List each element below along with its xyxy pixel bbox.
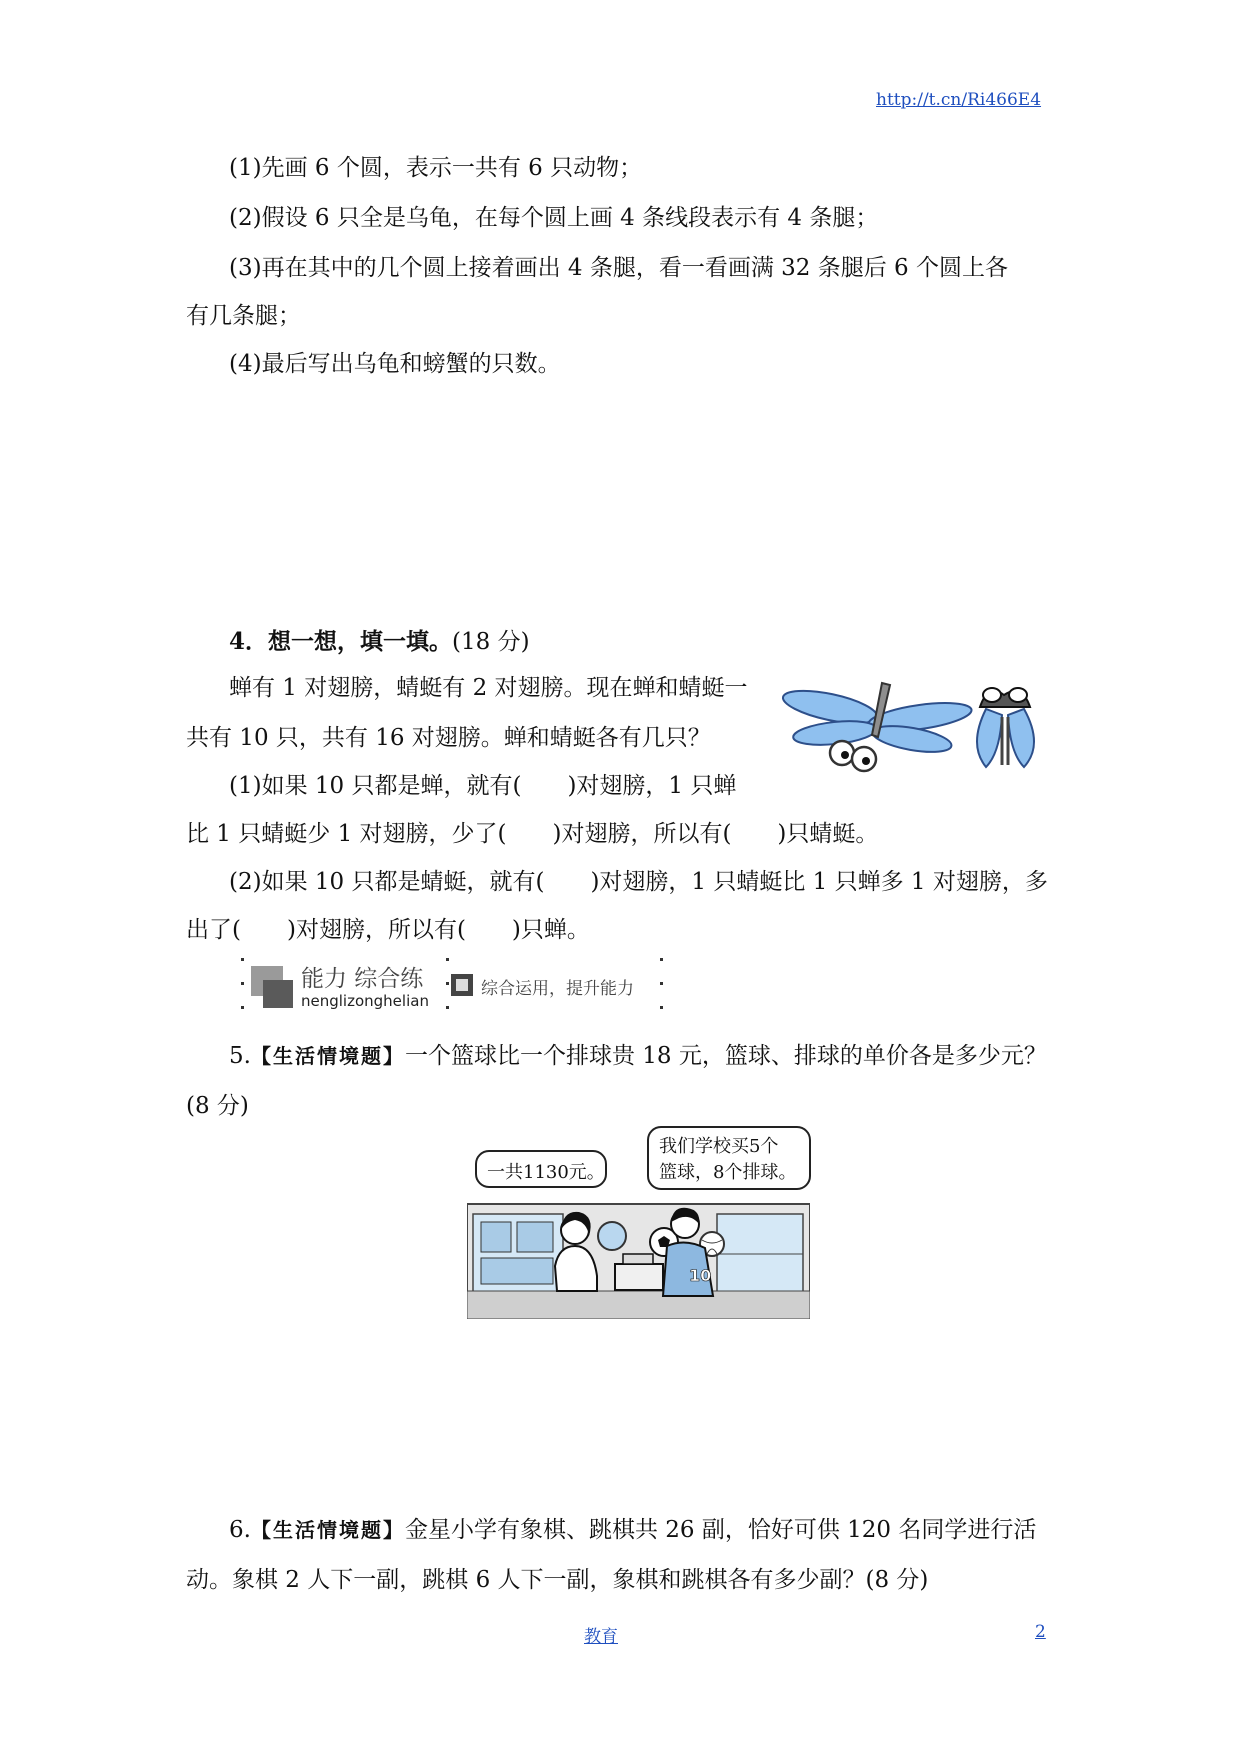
shop-illustration	[467, 1126, 810, 1319]
q3-step-3a: (3)再在其中的几个圆上接着画出 4 条腿，看一看画满 32 条腿后 6 个圆上各	[229, 255, 1008, 281]
speech-bubble-right	[647, 1126, 811, 1190]
q3-step-1: (1)先画 6 个圆，表示一共有 6 只动物；	[229, 155, 643, 181]
basketball-icon	[598, 1222, 626, 1250]
banner-pinyin: nenglizonghelian	[301, 992, 429, 1010]
speech-bubble-right-text-b: 篮球，8个排球。	[659, 1162, 797, 1183]
q5-text-a	[229, 1040, 1047, 1072]
banner-logo-icon	[251, 966, 293, 1008]
footer-page-number[interactable]: 2	[1035, 1622, 1046, 1642]
q4-heading	[229, 626, 530, 658]
q5-question: 一个篮球比一个排球贵 18 元，篮球、排球的单价各是多少元？	[404, 1043, 1047, 1069]
header-url-link[interactable]: http://t.cn/Ri466E4	[876, 90, 1042, 110]
q6-tag: 【生活情境题】	[250, 1518, 405, 1542]
q5-tag: 【生活情境题】	[250, 1044, 405, 1068]
q4-text-1b: 共有 10 只，共有 16 对翅膀。蝉和蜻蜓各有几只？	[186, 725, 711, 751]
q4-text-2b: 比 1 只蜻蜓少 1 对翅膀，少了( )对翅膀，所以有( )只蜻蜓。	[186, 821, 879, 847]
footer-center-link[interactable]: 教育	[584, 1627, 618, 1647]
speech-bubble-left	[475, 1150, 607, 1188]
speech-bubble-right-text-a: 我们学校买5个	[659, 1136, 779, 1157]
dragonfly-icon	[780, 683, 973, 771]
banner-square-icon	[451, 974, 473, 996]
q3-step-3b: 有几条腿；	[186, 303, 301, 329]
q4-title: 4．想一想，填一填。	[229, 628, 453, 655]
q3-step-2: (2)假设 6 只全是乌龟，在每个圆上画 4 条线段表示有 4 条腿；	[229, 205, 879, 231]
q4-text-3b: 出了( )对翅膀，所以有( )只蝉。	[186, 917, 590, 943]
q6-text-a	[229, 1514, 1036, 1546]
section-banner	[241, 958, 663, 1022]
q4-score: (18 分)	[452, 629, 530, 655]
dragonfly-cicada-illustration	[780, 675, 1060, 775]
q4-text-1a: 蝉有 1 对翅膀，蜻蜓有 2 对翅膀。现在蝉和蜻蜓一	[229, 675, 748, 701]
banner-title: 能力 综合练	[301, 966, 424, 992]
speech-bubble-left-text: 一共1130元。	[487, 1162, 605, 1183]
q6-number: 6.	[229, 1517, 251, 1543]
q5-number: 5.	[229, 1043, 251, 1069]
q4-text-3a: (2)如果 10 只都是蜻蜓，就有( )对翅膀，1 只蜻蜓比 1 只蝉多 1 对翅膀，多	[229, 869, 1048, 895]
q4-text-2a: (1)如果 10 只都是蝉，就有( )对翅膀，1 只蝉	[229, 773, 737, 799]
jersey-number: 10	[689, 1266, 712, 1285]
q5-text-b: (8 分)	[186, 1093, 249, 1119]
banner-subtitle: 综合运用，提升能力	[481, 979, 634, 999]
cicada-icon	[977, 688, 1034, 767]
q3-step-4: (4)最后写出乌龟和螃蟹的只数。	[229, 351, 561, 377]
q6-text-b: 动。象棋 2 人下一副，跳棋 6 人下一副，象棋和跳棋各有多少副？(8 分)	[186, 1567, 929, 1593]
q6-question: 金星小学有象棋、跳棋共 26 副，恰好可供 120 名同学进行活	[404, 1517, 1037, 1543]
